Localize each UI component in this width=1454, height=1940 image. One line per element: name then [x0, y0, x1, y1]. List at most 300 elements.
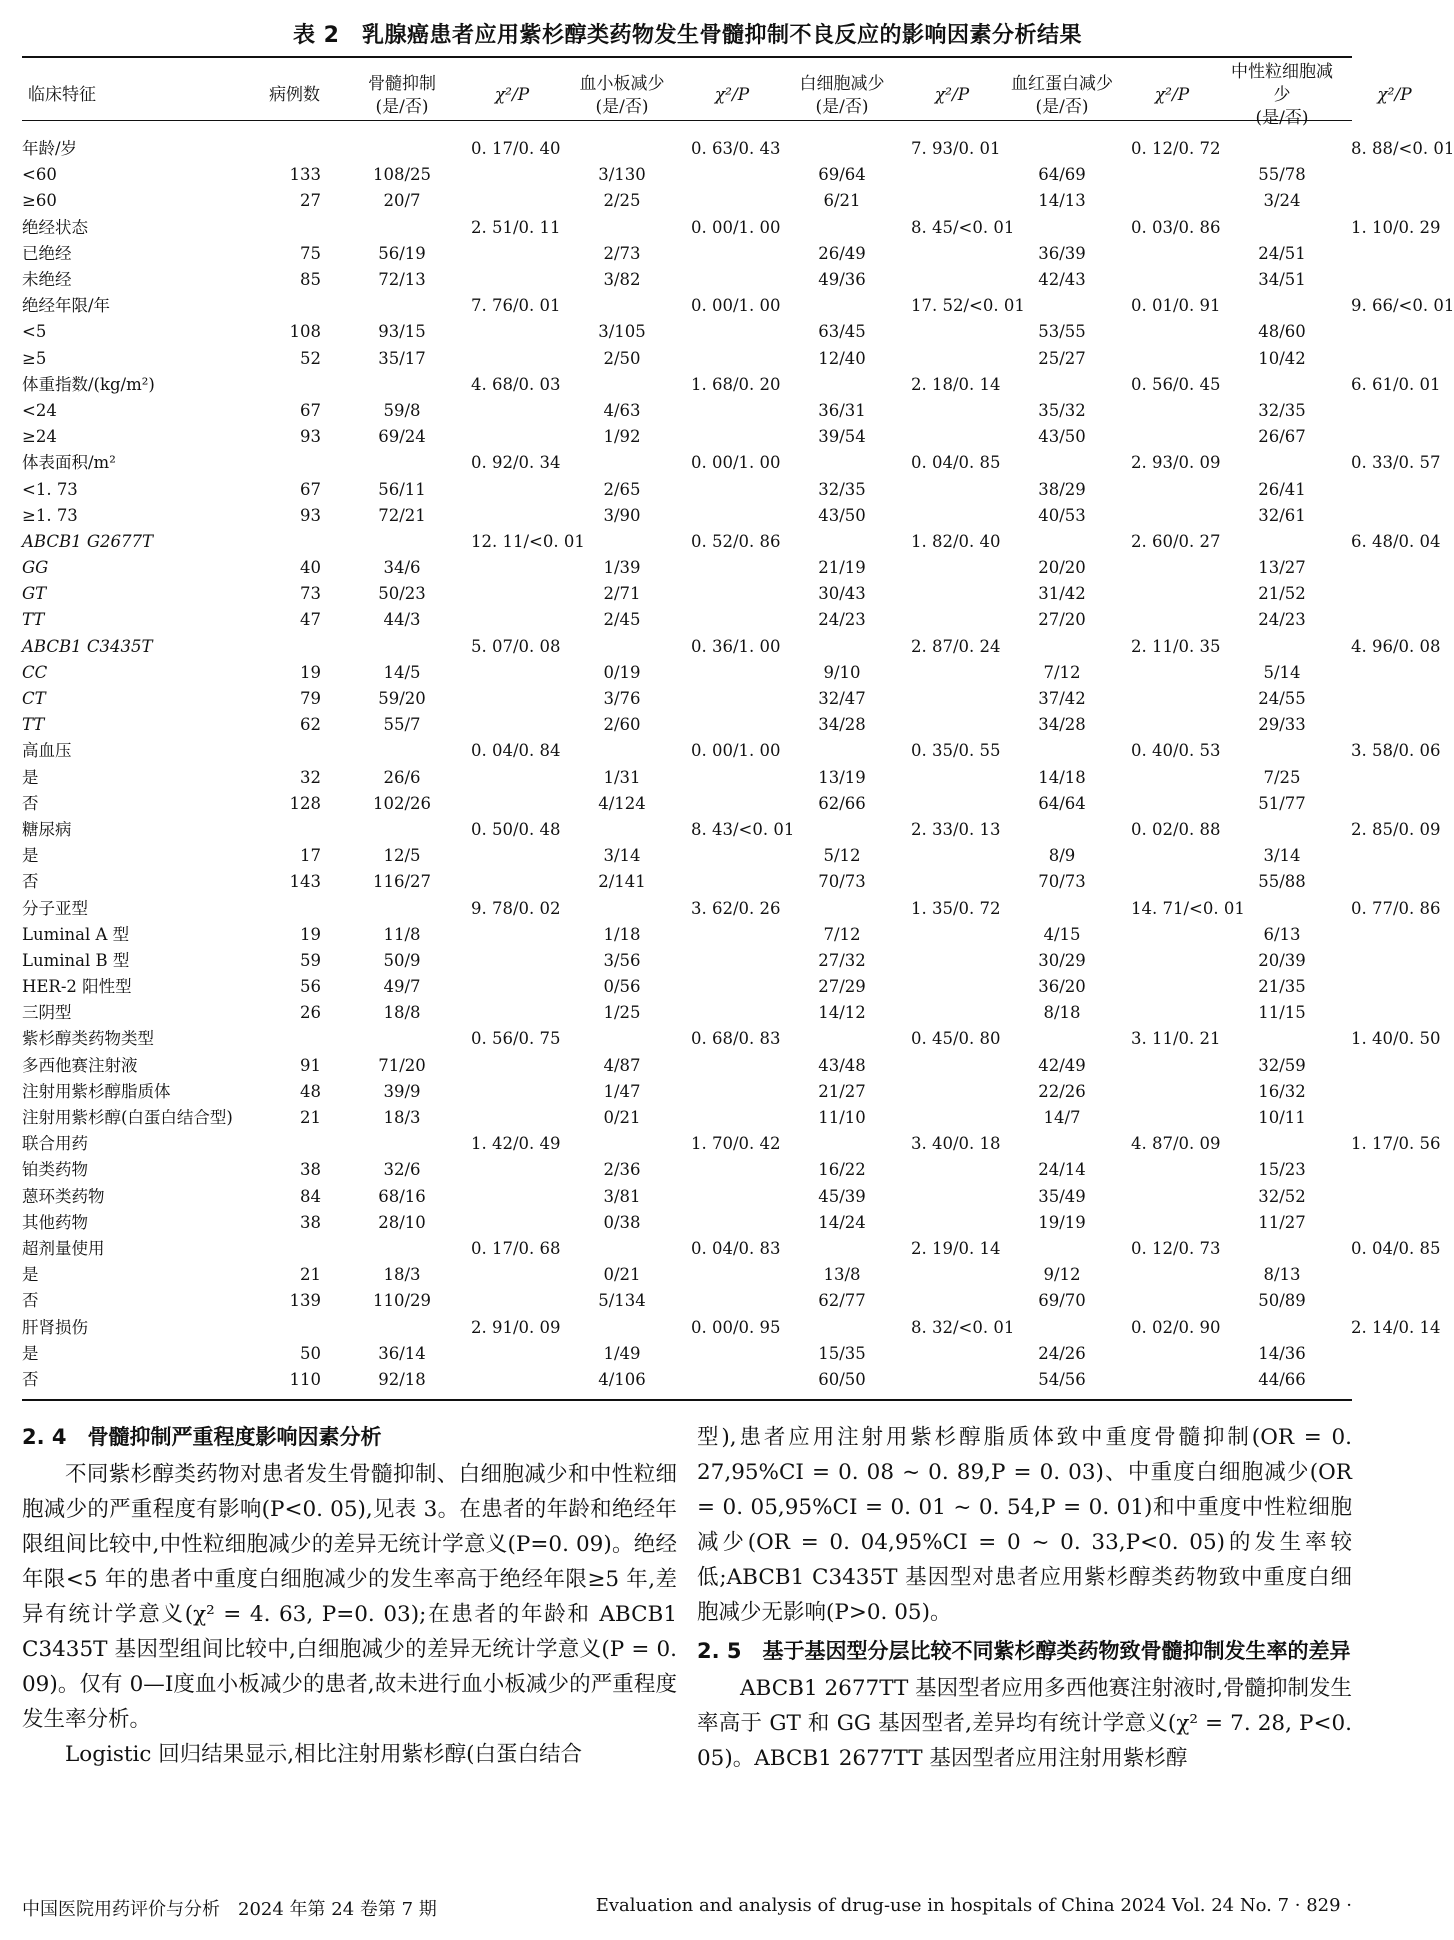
- cell-bone-marrow: 55/7: [383, 715, 421, 735]
- cell-wbc-stat: 7. 93/0. 01: [911, 139, 1001, 159]
- table-row: [22, 555, 1452, 581]
- cell-bone-marrow: [347, 895, 457, 921]
- cell-plt-stat: 0. 52/0. 86: [691, 531, 781, 551]
- cell-wbc: 15/35: [818, 1343, 866, 1363]
- cell-hb-stat: [1117, 1210, 1227, 1236]
- cell-wbc: 13/8: [823, 1265, 861, 1285]
- cell-hb-stat: [1117, 765, 1227, 791]
- cell-count: 21: [300, 1108, 321, 1128]
- cell-neu-stat: [1337, 162, 1452, 188]
- cell-neu-stat: [1337, 476, 1452, 502]
- cell-wbc: [787, 1236, 897, 1262]
- cell-plt-stat: 0. 04/0. 83: [691, 1238, 781, 1258]
- cell-bm-stat: [457, 765, 567, 791]
- cell-platelet: [567, 895, 677, 921]
- cell-hb-stat: [1117, 346, 1227, 372]
- cell-hb-stat: 0. 12/0. 73: [1131, 1238, 1221, 1258]
- cell-count: [242, 372, 347, 398]
- cell-plt-stat: 3. 62/0. 26: [691, 898, 781, 918]
- cell-neutrophil: 24/51: [1258, 243, 1306, 263]
- cell-wbc: [787, 215, 897, 241]
- cell-platelet: 4/63: [603, 400, 641, 420]
- cell-wbc-stat: [897, 869, 1007, 895]
- cell-bm-stat: [457, 1157, 567, 1183]
- cell-bone-marrow: 36/14: [378, 1343, 426, 1363]
- cell-hemoglobin: 14/18: [1038, 767, 1086, 787]
- cell-count: 108: [289, 322, 321, 342]
- cell-hemoglobin: 36/20: [1038, 977, 1086, 997]
- cell-plt-stat: [677, 581, 787, 607]
- cell-wbc: [787, 738, 897, 764]
- cell-count: 32: [300, 767, 321, 787]
- bottom-rule: [22, 1399, 1352, 1401]
- cell-wbc: [787, 1131, 897, 1157]
- cell-bm-stat: [457, 791, 567, 817]
- cell-count: 67: [300, 400, 321, 420]
- cell-wbc-stat: 2. 87/0. 24: [911, 636, 1001, 656]
- cell-platelet: 2/141: [598, 872, 646, 892]
- row-label: 其他药物: [22, 1212, 88, 1232]
- cell-neu-stat: [1337, 1262, 1452, 1288]
- cell-platelet: [567, 1236, 677, 1262]
- cell-wbc: 45/39: [818, 1186, 866, 1206]
- cell-wbc-stat: [897, 922, 1007, 948]
- table-row: [22, 948, 1452, 974]
- cell-wbc: 30/43: [818, 584, 866, 604]
- row-label: 超剂量使用: [22, 1238, 105, 1258]
- cell-platelet: 1/18: [603, 924, 641, 944]
- cell-wbc-stat: 2. 19/0. 14: [911, 1238, 1001, 1258]
- cell-platelet: [567, 738, 677, 764]
- cell-wbc-stat: [897, 555, 1007, 581]
- cell-platelet: 0/19: [603, 662, 641, 682]
- row-label: 否: [22, 793, 39, 813]
- cell-neutrophil: [1227, 215, 1337, 241]
- cell-bm-stat: [457, 1105, 567, 1131]
- cell-neutrophil: 26/41: [1258, 479, 1306, 499]
- row-label: 糖尿病: [22, 819, 72, 839]
- cell-bone-marrow: 34/6: [383, 558, 421, 578]
- cell-neutrophil: [1227, 293, 1337, 319]
- cell-wbc-stat: [897, 660, 1007, 686]
- row-label: 是: [22, 1343, 39, 1363]
- table-row: [22, 267, 1452, 293]
- cell-bone-marrow: 68/16: [378, 1186, 426, 1206]
- cell-wbc: 6/21: [823, 191, 861, 211]
- row-label: 否: [22, 1291, 39, 1311]
- cell-bm-stat: [457, 1288, 567, 1314]
- cell-hb-stat: 2. 11/0. 35: [1131, 636, 1221, 656]
- cell-neu-stat: 1. 10/0. 29: [1351, 217, 1441, 237]
- cell-neutrophil: 29/33: [1258, 715, 1306, 735]
- cell-bone-marrow: 71/20: [378, 1055, 426, 1075]
- cell-hb-stat: [1117, 503, 1227, 529]
- cell-neu-stat: 1. 40/0. 50: [1351, 1029, 1441, 1049]
- cell-neutrophil: 15/23: [1258, 1160, 1306, 1180]
- cell-neu-stat: 2. 85/0. 09: [1351, 819, 1441, 839]
- cell-plt-stat: [677, 765, 787, 791]
- table-row: [22, 738, 1452, 764]
- cell-wbc: 26/49: [818, 243, 866, 263]
- row-label: 高血压: [22, 741, 72, 761]
- cell-neu-stat: [1337, 791, 1452, 817]
- cell-neu-stat: 8. 88/<0. 01: [1351, 139, 1454, 159]
- table-row: [22, 1367, 1452, 1393]
- cell-hb-stat: [1117, 607, 1227, 633]
- cell-neu-stat: 1. 17/0. 56: [1351, 1134, 1441, 1154]
- cell-platelet: 1/49: [603, 1343, 641, 1363]
- row-label: 分子亚型: [22, 898, 88, 918]
- cell-bone-marrow: 11/8: [383, 924, 421, 944]
- cell-bm-stat: 2. 51/0. 11: [471, 217, 561, 237]
- cell-wbc-stat: 3. 40/0. 18: [911, 1134, 1001, 1154]
- cell-hemoglobin: 14/13: [1038, 191, 1086, 211]
- cell-hemoglobin: [1007, 372, 1117, 398]
- cell-count: 40: [300, 558, 321, 578]
- cell-wbc: 43/48: [818, 1055, 866, 1075]
- cell-bm-stat: [457, 1184, 567, 1210]
- cell-plt-stat: [677, 712, 787, 738]
- cell-hemoglobin: [1007, 895, 1117, 921]
- cell-wbc-stat: 0. 04/0. 85: [911, 453, 1001, 473]
- cell-neutrophil: 44/66: [1258, 1369, 1306, 1389]
- cell-bone-marrow: 44/3: [383, 610, 421, 630]
- cell-bm-stat: [457, 686, 567, 712]
- cell-hb-stat: [1117, 712, 1227, 738]
- table-row: [22, 188, 1452, 214]
- row-label: 体表面积/m²: [22, 453, 116, 473]
- cell-hb-stat: [1117, 974, 1227, 1000]
- cell-platelet: 3/130: [598, 165, 646, 185]
- cell-neutrophil: 48/60: [1258, 322, 1306, 342]
- cell-platelet: 2/25: [603, 191, 641, 211]
- cell-platelet: 0/38: [603, 1212, 641, 1232]
- cell-plt-stat: [677, 1053, 787, 1079]
- cell-plt-stat: [677, 1000, 787, 1026]
- cell-bm-stat: [457, 869, 567, 895]
- cell-platelet: [567, 450, 677, 476]
- cell-hemoglobin: [1007, 136, 1117, 162]
- cell-wbc: [787, 1314, 897, 1340]
- cell-count: 17: [300, 846, 321, 866]
- cell-neutrophil: [1227, 634, 1337, 660]
- row-label: 注射用紫杉醇脂质体: [22, 1081, 171, 1101]
- cell-neutrophil: 24/55: [1258, 689, 1306, 709]
- cell-hb-stat: [1117, 1105, 1227, 1131]
- cell-bone-marrow: 50/9: [383, 950, 421, 970]
- table-row: [22, 136, 1452, 162]
- cell-hemoglobin: [1007, 529, 1117, 555]
- cell-hemoglobin: [1007, 215, 1117, 241]
- cell-platelet: [567, 634, 677, 660]
- cell-hemoglobin: [1007, 738, 1117, 764]
- cell-hb-stat: 0. 12/0. 72: [1131, 139, 1221, 159]
- cell-platelet: [567, 1314, 677, 1340]
- cell-count: 85: [300, 270, 321, 290]
- cell-bone-marrow: 28/10: [378, 1212, 426, 1232]
- cell-bm-stat: [457, 555, 567, 581]
- cell-bm-stat: [457, 1000, 567, 1026]
- cell-hemoglobin: 54/56: [1038, 1369, 1086, 1389]
- cell-plt-stat: 0. 00/1. 00: [691, 741, 781, 761]
- cell-neu-stat: 6. 61/0. 01: [1351, 374, 1441, 394]
- cell-bm-stat: [457, 1210, 567, 1236]
- cell-wbc-stat: 8. 45/<0. 01: [911, 217, 1015, 237]
- cell-hb-stat: [1117, 1341, 1227, 1367]
- table-row: [22, 634, 1452, 660]
- cell-platelet: [567, 1026, 677, 1052]
- cell-wbc: [787, 293, 897, 319]
- table-row: [22, 712, 1452, 738]
- cell-count: 128: [289, 793, 321, 813]
- cell-hb-stat: 2. 60/0. 27: [1131, 531, 1221, 551]
- table-row: [22, 660, 1452, 686]
- cell-plt-stat: [677, 319, 787, 345]
- cell-hemoglobin: 53/55: [1038, 322, 1086, 342]
- cell-wbc: 62/77: [818, 1291, 866, 1311]
- cell-wbc-stat: 1. 82/0. 40: [911, 531, 1001, 551]
- cell-wbc: 60/50: [818, 1369, 866, 1389]
- cell-wbc-stat: [897, 948, 1007, 974]
- cell-hb-stat: [1117, 948, 1227, 974]
- header-x2-bm: χ²/P: [494, 85, 530, 105]
- cell-wbc: 27/32: [818, 950, 866, 970]
- header-bone-marrow: 骨髓抑制 (是/否): [368, 73, 436, 117]
- cell-count: 133: [289, 165, 321, 185]
- row-label: GG: [22, 558, 49, 578]
- cell-plt-stat: [677, 188, 787, 214]
- cell-wbc: 12/40: [818, 348, 866, 368]
- cell-neu-stat: [1337, 765, 1452, 791]
- cell-bone-marrow: 50/23: [378, 584, 426, 604]
- cell-bm-stat: [457, 922, 567, 948]
- cell-neu-stat: [1337, 346, 1452, 372]
- row-label: ABCB1 G2677T: [22, 531, 154, 551]
- cell-hemoglobin: [1007, 817, 1117, 843]
- cell-hb-stat: [1117, 843, 1227, 869]
- cell-wbc: [787, 634, 897, 660]
- cell-count: [242, 215, 347, 241]
- cell-platelet: 1/39: [603, 558, 641, 578]
- cell-count: 73: [300, 584, 321, 604]
- cell-neu-stat: [1337, 843, 1452, 869]
- cell-wbc: 5/12: [823, 846, 861, 866]
- cell-bm-stat: [457, 843, 567, 869]
- cell-plt-stat: [677, 660, 787, 686]
- cell-count: 38: [300, 1160, 321, 1180]
- cell-count: 75: [300, 243, 321, 263]
- cell-wbc-stat: [897, 581, 1007, 607]
- cell-count: 143: [289, 872, 321, 892]
- cell-neu-stat: 0. 77/0. 86: [1351, 898, 1441, 918]
- cell-count: 84: [300, 1186, 321, 1206]
- cell-platelet: 1/25: [603, 1003, 641, 1023]
- cell-platelet: 0/21: [603, 1265, 641, 1285]
- cell-hemoglobin: 22/26: [1038, 1081, 1086, 1101]
- cell-platelet: 5/134: [598, 1291, 646, 1311]
- cell-neutrophil: [1227, 817, 1337, 843]
- cell-platelet: 2/73: [603, 243, 641, 263]
- cell-count: [242, 817, 347, 843]
- cell-neutrophil: 10/42: [1258, 348, 1306, 368]
- cell-neu-stat: 4. 96/0. 08: [1351, 636, 1441, 656]
- cell-hemoglobin: 14/7: [1043, 1108, 1081, 1128]
- cell-neutrophil: [1227, 1026, 1337, 1052]
- cell-bm-stat: 0. 92/0. 34: [471, 453, 561, 473]
- cell-hemoglobin: 37/42: [1038, 689, 1086, 709]
- cell-bm-stat: 4. 68/0. 03: [471, 374, 561, 394]
- cell-hb-stat: 0. 03/0. 86: [1131, 217, 1221, 237]
- cell-neu-stat: [1337, 555, 1452, 581]
- cell-hemoglobin: [1007, 1026, 1117, 1052]
- cell-neutrophil: 11/27: [1258, 1212, 1306, 1232]
- cell-neutrophil: 3/24: [1263, 191, 1301, 211]
- cell-wbc-stat: [897, 1210, 1007, 1236]
- table-row: [22, 1236, 1452, 1262]
- cell-platelet: 3/14: [603, 846, 641, 866]
- cell-neu-stat: [1337, 1210, 1452, 1236]
- cell-hb-stat: [1117, 660, 1227, 686]
- cell-wbc-stat: [897, 974, 1007, 1000]
- row-label: <5: [22, 322, 47, 342]
- cell-neu-stat: [1337, 1184, 1452, 1210]
- cell-platelet: 3/56: [603, 950, 641, 970]
- cell-plt-stat: 0. 63/0. 43: [691, 139, 781, 159]
- table-row: [22, 1131, 1452, 1157]
- right-column-paragraph: 型),患者应用注射用紫杉醇脂质体致中重度骨髓抑制(OR = 0. 27,95%CI = 0. 08 ~ 0. 89,P = 0. 03)、中重度白细胞减少(OR = 0. 05,95%CI = 0. 01 ~ 0. 54,P = 0. 01)和中重度中性粒细胞减少(OR = 0. 04,95%CI = 0 ~ 0. 33,P<0. 05)的发生率较低;ABCB1 C3435T 基因型对患者应用紫杉醇类药物致中重度白细胞减少无影响(P>0. 05)。: [697, 1425, 1352, 1625]
- cell-plt-stat: [677, 1079, 787, 1105]
- cell-neutrophil: 13/27: [1258, 558, 1306, 578]
- cell-hb-stat: [1117, 241, 1227, 267]
- cell-wbc-stat: [897, 1053, 1007, 1079]
- table-row: [22, 346, 1452, 372]
- cell-plt-stat: [677, 1367, 787, 1393]
- row-label: 体重指数/(kg/m²): [22, 374, 155, 394]
- table-row: [22, 922, 1452, 948]
- table-row: [22, 686, 1452, 712]
- cell-plt-stat: [677, 686, 787, 712]
- table-row: [22, 1026, 1452, 1052]
- cell-wbc-stat: [897, 241, 1007, 267]
- cell-bone-marrow: 56/19: [378, 243, 426, 263]
- cell-hb-stat: 0. 40/0. 53: [1131, 741, 1221, 761]
- cell-hemoglobin: [1007, 450, 1117, 476]
- cell-wbc: 69/64: [818, 165, 866, 185]
- cell-bone-marrow: 49/7: [383, 977, 421, 997]
- cell-hemoglobin: 40/53: [1038, 505, 1086, 525]
- cell-bm-stat: [457, 1079, 567, 1105]
- table-row: [22, 529, 1452, 555]
- cell-platelet: 3/81: [603, 1186, 641, 1206]
- row-label: 联合用药: [22, 1134, 88, 1154]
- table-row: [22, 1000, 1452, 1026]
- cell-neutrophil: 32/52: [1258, 1186, 1306, 1206]
- cell-hb-stat: [1117, 424, 1227, 450]
- cell-plt-stat: [677, 398, 787, 424]
- cell-neutrophil: 8/13: [1263, 1265, 1301, 1285]
- cell-platelet: 2/45: [603, 610, 641, 630]
- cell-hb-stat: [1117, 1000, 1227, 1026]
- cell-bm-stat: [457, 712, 567, 738]
- cell-bone-marrow: 59/8: [383, 400, 421, 420]
- cell-wbc-stat: [897, 1000, 1007, 1026]
- cell-hb-stat: [1117, 1053, 1227, 1079]
- cell-bone-marrow: 35/17: [378, 348, 426, 368]
- cell-platelet: 1/92: [603, 427, 641, 447]
- cell-wbc: 63/45: [818, 322, 866, 342]
- cell-neutrophil: 51/77: [1258, 793, 1306, 813]
- cell-plt-stat: [677, 1341, 787, 1367]
- cell-hb-stat: [1117, 1079, 1227, 1105]
- table-row: [22, 1341, 1452, 1367]
- section-2-4-paragraph-1: 不同紫杉醇类药物对患者发生骨髓抑制、白细胞减少和中性粒细胞减少的严重程度有影响(P<0. 05),见表 3。在患者的年龄和绝经年限组间比较中,中性粒细胞减少的差异无统计学意义(P=0. 09)。绝经年限<5 年的患者中重度白细胞减少的发生率高于绝经年限≥5 年,差异有统计学意义(χ² = 4. 63, P=0. 03);在患者的年龄和 ABCB1 C3435T 基因型组间比较中,白细胞减少的差异无统计学意义(P = 0. 09)。仅有 0—Ⅰ度血小板减少的患者,故未进行血小板减少的严重程度发生率分析。: [22, 1462, 677, 1732]
- cell-neu-stat: [1337, 319, 1452, 345]
- cell-hemoglobin: 8/18: [1043, 1003, 1081, 1023]
- cell-count: 67: [300, 479, 321, 499]
- cell-wbc-stat: [897, 346, 1007, 372]
- cell-platelet: 3/105: [598, 322, 646, 342]
- table-row: [22, 476, 1452, 502]
- cell-bm-stat: 9. 78/0. 02: [471, 898, 561, 918]
- cell-neutrophil: 21/35: [1258, 977, 1306, 997]
- header-x2-plt: χ²/P: [714, 85, 750, 105]
- cell-plt-stat: [677, 476, 787, 502]
- cell-neu-stat: [1337, 712, 1452, 738]
- cell-neu-stat: 3. 58/0. 06: [1351, 741, 1441, 761]
- cell-plt-stat: 0. 00/0. 95: [691, 1317, 781, 1337]
- cell-neutrophil: 20/39: [1258, 950, 1306, 970]
- row-label: 肝肾损伤: [22, 1317, 88, 1337]
- cell-plt-stat: [677, 843, 787, 869]
- cell-neu-stat: 6. 48/0. 04: [1351, 531, 1441, 551]
- cell-bone-marrow: 108/25: [372, 165, 432, 185]
- cell-wbc-stat: [897, 476, 1007, 502]
- table-row: [22, 607, 1452, 633]
- cell-plt-stat: 8. 43/<0. 01: [691, 819, 795, 839]
- cell-neu-stat: [1337, 424, 1452, 450]
- cell-bm-stat: [457, 974, 567, 1000]
- cell-neu-stat: [1337, 1105, 1452, 1131]
- cell-count: [242, 529, 347, 555]
- cell-plt-stat: [677, 869, 787, 895]
- cell-plt-stat: 1. 68/0. 20: [691, 374, 781, 394]
- cell-hb-stat: [1117, 555, 1227, 581]
- cell-plt-stat: [677, 346, 787, 372]
- cell-count: 52: [300, 348, 321, 368]
- cell-wbc: 39/54: [818, 427, 866, 447]
- cell-neu-stat: [1337, 1288, 1452, 1314]
- cell-bone-marrow: 26/6: [383, 767, 421, 787]
- table-row: [22, 372, 1452, 398]
- cell-neu-stat: [1337, 1367, 1452, 1393]
- cell-bm-stat: [457, 162, 567, 188]
- cell-bone-marrow: 93/15: [378, 322, 426, 342]
- cell-wbc: 36/31: [818, 400, 866, 420]
- cell-count: 27: [300, 191, 321, 211]
- cell-count: [242, 450, 347, 476]
- cell-hemoglobin: 35/32: [1038, 400, 1086, 420]
- row-label: CC: [22, 662, 48, 682]
- cell-neu-stat: [1337, 1157, 1452, 1183]
- cell-bm-stat: [457, 398, 567, 424]
- cell-bm-stat: 12. 11/<0. 01: [471, 531, 585, 551]
- cell-wbc-stat: [897, 712, 1007, 738]
- cell-neu-stat: [1337, 607, 1452, 633]
- cell-platelet: 4/106: [598, 1369, 646, 1389]
- body-left-column: [22, 1420, 677, 1772]
- row-label: 铂类药物: [22, 1160, 88, 1180]
- table-header-row: [22, 57, 1452, 136]
